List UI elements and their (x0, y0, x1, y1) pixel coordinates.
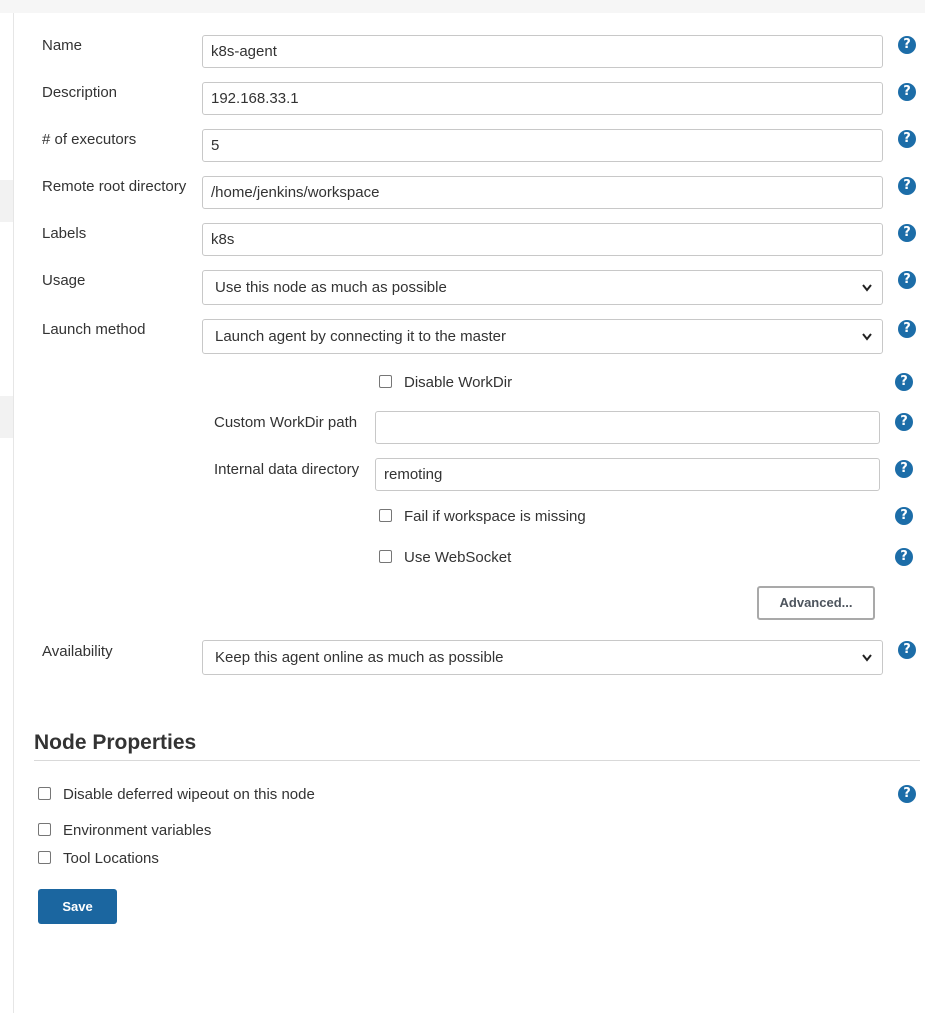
launch-method-label: Launch method (42, 321, 146, 338)
description-input[interactable]: 192.168.33.1 (202, 82, 883, 115)
tool-locations-checkbox[interactable] (38, 851, 51, 864)
help-icon[interactable]: ? (898, 641, 916, 659)
labels-input[interactable]: k8s (202, 223, 883, 256)
executors-input[interactable]: 5 (202, 129, 883, 162)
usage-selected-value: Use this node as much as possible (215, 279, 447, 296)
usage-label: Usage (42, 272, 86, 289)
remote-root-input[interactable]: /home/jenkins/workspace (202, 176, 883, 209)
labels-label: Labels (42, 225, 87, 242)
tool-locations-label: Tool Locations (63, 850, 159, 867)
help-icon[interactable]: ? (898, 177, 916, 195)
chevron-down-icon (860, 641, 874, 674)
availability-selected-value: Keep this agent online as much as possible (215, 649, 504, 666)
availability-label: Availability (42, 643, 113, 660)
environment-variables-label: Environment variables (63, 822, 212, 839)
name-label: Name (42, 37, 83, 54)
sidebar-marker (0, 396, 13, 438)
availability-select[interactable] (202, 640, 883, 675)
chevron-down-icon (860, 271, 874, 304)
help-icon[interactable]: ? (898, 320, 916, 338)
help-icon[interactable]: ? (898, 83, 916, 101)
section-divider (34, 760, 920, 761)
disable-deferred-wipeout-checkbox[interactable] (38, 787, 51, 800)
node-properties-heading: Node Properties (34, 731, 197, 754)
help-icon[interactable]: ? (898, 36, 916, 54)
fail-if-missing-checkbox[interactable] (379, 509, 392, 522)
remote-root-label: Remote root directory (42, 178, 187, 195)
executors-label: # of executors (42, 131, 137, 148)
help-icon[interactable]: ? (895, 460, 913, 478)
left-sidebar-edge (0, 13, 14, 1013)
name-input[interactable]: k8s-agent (202, 35, 883, 68)
disable-workdir-checkbox[interactable] (379, 375, 392, 388)
disable-deferred-wipeout-label: Disable deferred wipeout on this node (63, 786, 315, 803)
help-icon[interactable]: ? (895, 507, 913, 525)
launch-method-select[interactable] (202, 319, 883, 354)
internal-data-dir-label: Internal data directory (214, 461, 360, 478)
sidebar-marker (0, 180, 13, 222)
environment-variables-checkbox[interactable] (38, 823, 51, 836)
help-icon[interactable]: ? (898, 224, 916, 242)
use-websocket-label: Use WebSocket (404, 549, 512, 566)
disable-workdir-label: Disable WorkDir (404, 374, 513, 391)
help-icon[interactable]: ? (898, 271, 916, 289)
save-button[interactable]: Save (38, 889, 117, 924)
custom-workdir-label: Custom WorkDir path (214, 414, 358, 431)
fail-if-missing-label: Fail if workspace is missing (404, 508, 586, 525)
custom-workdir-input[interactable] (375, 411, 880, 444)
chevron-down-icon (860, 320, 874, 353)
advanced-button[interactable]: Advanced... (757, 586, 875, 620)
help-icon[interactable]: ? (895, 413, 913, 431)
help-icon[interactable]: ? (895, 548, 913, 566)
top-bar (0, 0, 925, 13)
launch-method-selected-value: Launch agent by connecting it to the master (215, 328, 507, 345)
help-icon[interactable]: ? (895, 373, 913, 391)
help-icon[interactable]: ? (898, 130, 916, 148)
usage-select[interactable] (202, 270, 883, 305)
description-label: Description (42, 84, 118, 101)
help-icon[interactable]: ? (898, 785, 916, 803)
use-websocket-checkbox[interactable] (379, 550, 392, 563)
internal-data-dir-input[interactable]: remoting (375, 458, 880, 491)
